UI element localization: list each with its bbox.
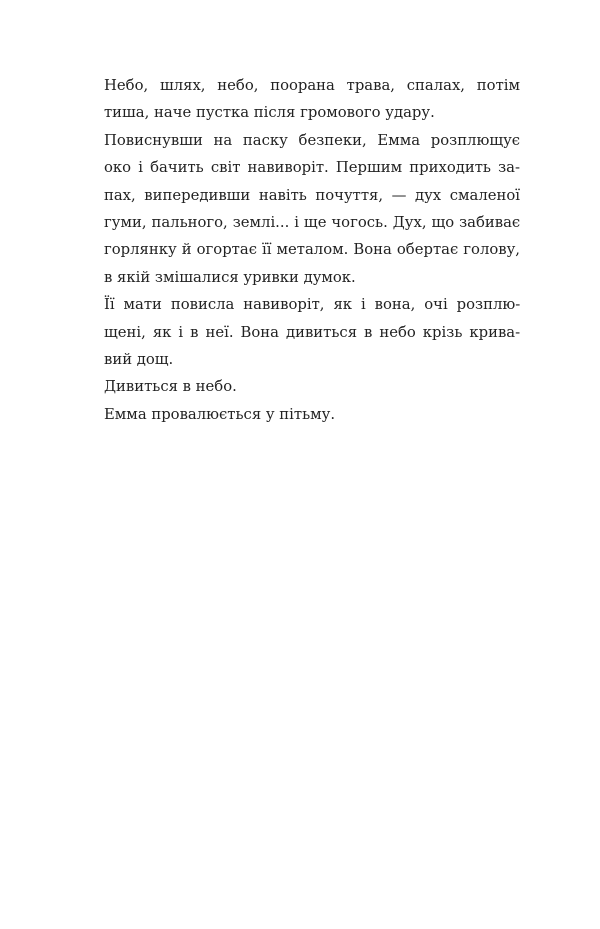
paragraph-4: [82, 373, 520, 400]
paragraph-5: [82, 401, 520, 428]
text-line: в якій змішалися уривки думок.: [104, 268, 356, 286]
text-line: Дивиться в небо.: [104, 378, 237, 396]
text-line: Повиснувши на паску безпеки, Емма розплющує: [104, 131, 521, 149]
text-line: пах, випередивши навіть почуття, — дух смаленої: [104, 186, 520, 204]
text-line: гуми, пального, землі... і ще чогось. Дух, що забиває: [104, 214, 521, 232]
paragraph-3: [82, 291, 520, 373]
paragraph-2: [82, 127, 520, 291]
text-line: вий дощ.: [104, 351, 174, 369]
text-line: тиша, наче пустка після громового удару.: [104, 104, 435, 122]
text-line: щені, як і в неї. Вона дивиться в небо крізь крива-: [104, 323, 521, 341]
paragraph-1: [82, 72, 520, 127]
text-line: горлянку й огортає її металом. Вона обертає голову,: [104, 241, 520, 259]
text-line: Її мати повисла навиворіт, як і вона, очі розплю-: [104, 296, 521, 314]
text-line: Емма провалюється у пітьму.: [104, 405, 336, 423]
text-line: око і бачить світ навиворіт. Першим приходить за-: [104, 159, 520, 177]
body-text: [82, 72, 520, 428]
text-line: Небо, шлях, небо, поорана трава, спалах, потім: [104, 77, 520, 94]
